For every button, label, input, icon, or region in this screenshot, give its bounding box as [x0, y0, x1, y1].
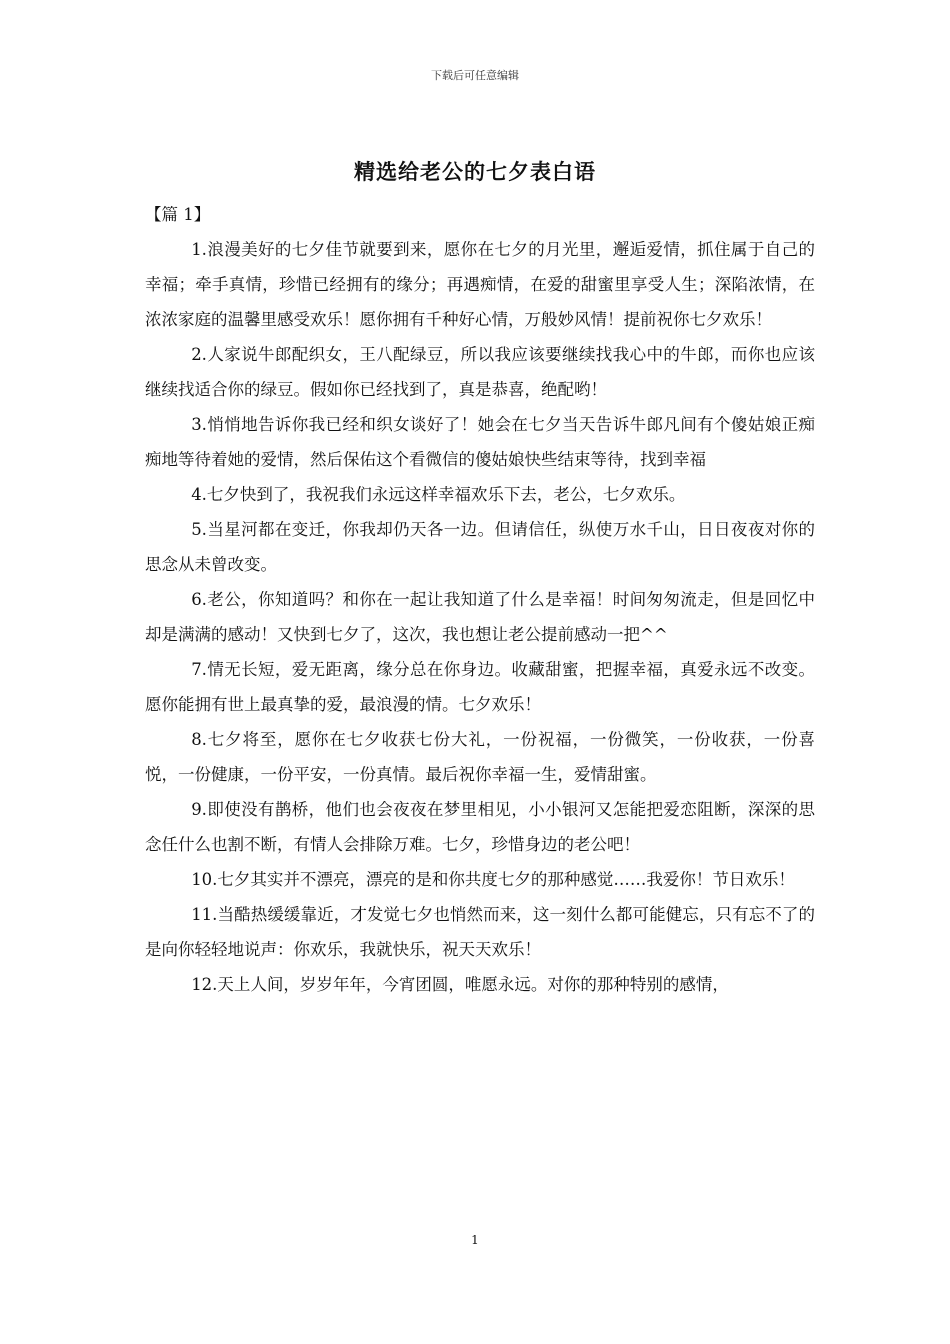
paragraph-12: 12.天上人间，岁岁年年，今宵团圆，唯愿永远。对你的那种特别的感情，: [191, 975, 729, 994]
header-note: 下载后可任意编辑: [431, 69, 519, 82]
paragraph-7: 7.情无长短，爱无距离，缘分总在你身边。收藏甜蜜，把握幸福，真爱永远不改变。愿你能拥有世上最真挚的爱，最浪漫的情。七夕欢乐！: [145, 660, 815, 714]
paragraph-1: 1.浪漫美好的七夕佳节就要到来，愿你在七夕的月光里，邂逅爱情，抓住属于自己的幸福；牵手真情，珍惜已经拥有的缘分；再遇痴情，在爱的甜蜜里享受人生；深陷浓情，在浓浓家庭的温馨里感受欢乐！愿你拥有千种好心情，万般妙风情！提前祝你七夕欢乐！: [145, 240, 815, 329]
document-body: [145, 197, 815, 1002]
document-title: 精选给老公的七夕表白语: [354, 159, 596, 184]
page-number: 1: [471, 1233, 479, 1247]
paragraph-8: 8.七夕将至，愿你在七夕收获七份大礼，一份祝福，一份微笑，一份收获，一份喜悦，一份健康，一份平安，一份真情。最后祝你幸福一生，爱情甜蜜。: [145, 730, 815, 784]
paragraph-4: 4.七夕快到了，我祝我们永远这样幸福欢乐下去，老公，七夕欢乐。: [191, 485, 686, 504]
paragraph-10: 10.七夕其实并不漂亮，漂亮的是和你共度七夕的那种感觉……我爱你！节日欢乐！: [191, 870, 795, 889]
paragraph-11: 11.当酷热缓缓靠近，才发觉七夕也悄然而来，这一刻什么都可能健忘，只有忘不了的是向你轻轻地说声：你欢乐，我就快乐，祝天天欢乐！: [145, 905, 815, 959]
paragraph-2: 2.人家说牛郎配织女，王八配绿豆，所以我应该要继续找我心中的牛郎，而你也应该继续找适合你的绿豆。假如你已经找到了，真是恭喜，绝配哟！: [145, 345, 815, 399]
paragraph-6: 6.老公，你知道吗？和你在一起让我知道了什么是幸福！时间匆匆流走，但是回忆中却是满满的感动！又快到七夕了，这次，我也想让老公提前感动一把^^: [145, 590, 815, 644]
paragraph-3: 3.悄悄地告诉你我已经和织女谈好了！她会在七夕当天告诉牛郎凡间有个傻姑娘正痴痴地等待着她的爱情，然后保佑这个看微信的傻姑娘快些结束等待，找到幸福: [145, 415, 815, 469]
paragraph-9: 9.即使没有鹊桥，他们也会夜夜在梦里相见，小小银河又怎能把爱恋阻断，深深的思念任什么也割不断，有情人会排除万难。七夕，珍惜身边的老公吧！: [145, 800, 815, 854]
paragraph-5: 5.当星河都在变迁，你我却仍天各一边。但请信任，纵使万水千山，日日夜夜对你的思念从未曾改变。: [145, 520, 815, 574]
section-label: 【篇 1】: [145, 205, 211, 224]
